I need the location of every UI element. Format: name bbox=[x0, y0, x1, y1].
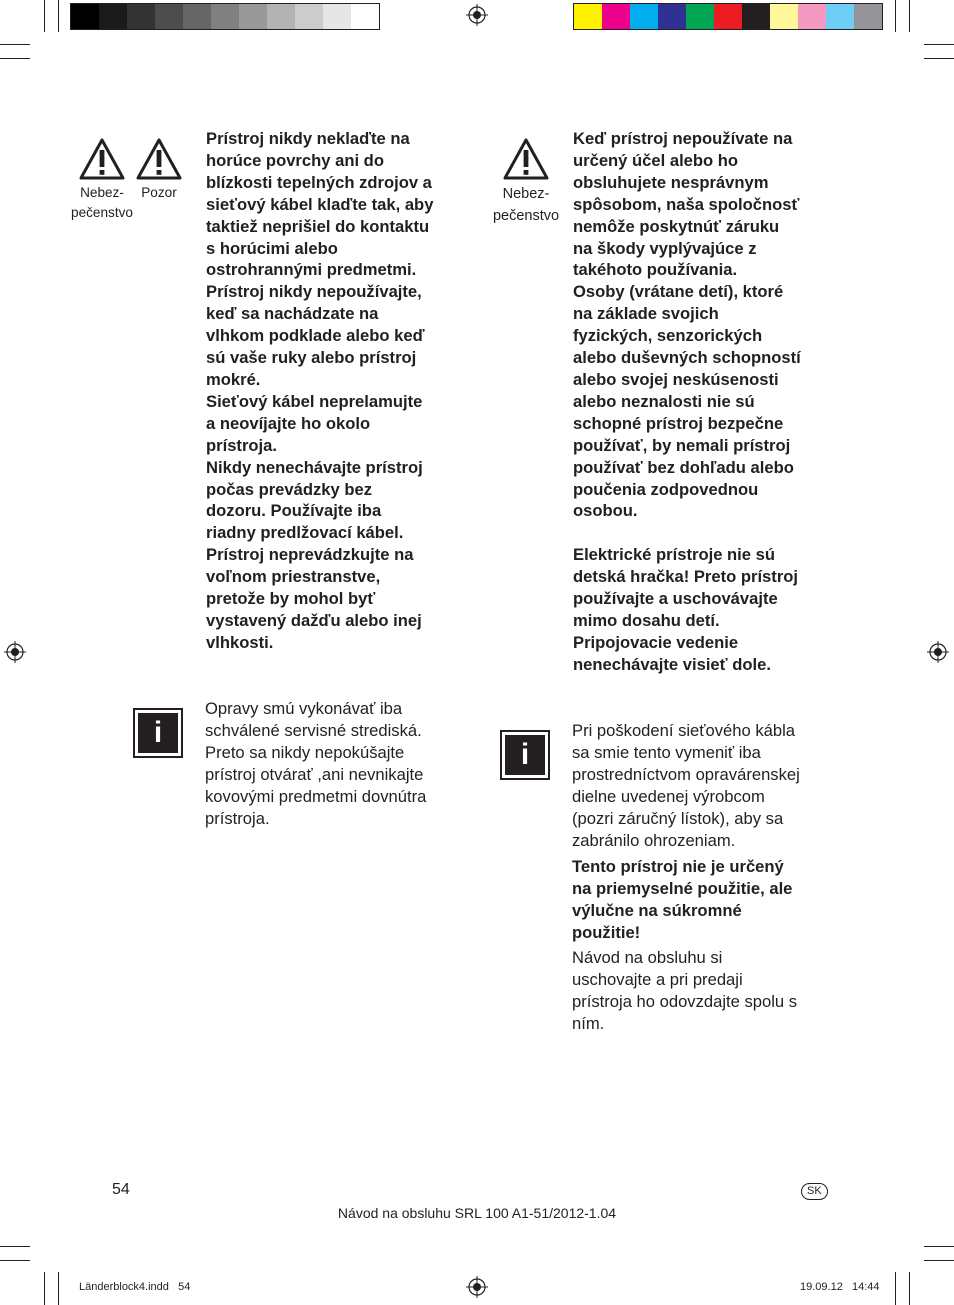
text-line: Sieťový kábel neprelamujte bbox=[206, 391, 423, 411]
color-swatch bbox=[267, 4, 295, 29]
color-swatch bbox=[630, 4, 658, 29]
text-line: poučenia zodpovednou bbox=[573, 479, 759, 499]
text-line: detská hračka! Preto prístroj bbox=[573, 566, 799, 586]
text-line: osobou. bbox=[573, 501, 638, 521]
info-letter: i bbox=[505, 735, 545, 775]
text-line: dielne uvedenej výrobcom bbox=[572, 787, 765, 806]
text-line: alebo duševných schopností bbox=[573, 348, 801, 368]
danger-caption bbox=[482, 183, 570, 227]
text-line: zabránilo ohrozeniam. bbox=[572, 831, 736, 850]
text-line: alebo svojej neskúsenosti bbox=[573, 369, 779, 389]
text-line: pretože by mohol byť bbox=[206, 589, 376, 609]
warning-triangle-icon bbox=[502, 137, 550, 181]
right-info-text bbox=[572, 720, 832, 852]
text-line: spôsobom, naša spoločnosť bbox=[573, 194, 800, 214]
left-info-text bbox=[205, 698, 455, 830]
crop-mark bbox=[909, 0, 910, 32]
registration-mark-icon bbox=[466, 4, 488, 26]
color-swatch bbox=[770, 4, 798, 29]
color-swatch bbox=[798, 4, 826, 29]
text-line: Preto sa nikdy nepokúšajte bbox=[205, 743, 405, 762]
text-line: riadny predlžovací kábel. bbox=[206, 523, 404, 543]
text-line: nenechávajte visieť dole. bbox=[573, 654, 771, 674]
text-line: Osoby (vrátane detí), ktoré bbox=[573, 282, 784, 302]
text-line: počas prevádzky bez bbox=[206, 479, 373, 499]
text-line: Opravy smú vykonávať iba bbox=[205, 699, 403, 718]
color-swatch bbox=[574, 4, 602, 29]
text-line: použitie! bbox=[572, 922, 641, 942]
registration-mark-icon bbox=[466, 1276, 488, 1298]
text-line: Prístroj nikdy nepoužívajte, bbox=[206, 282, 422, 302]
info-letter: i bbox=[138, 713, 178, 753]
caution-caption: Pozor bbox=[141, 185, 177, 200]
text-line: na priemyselné použitie, ale bbox=[572, 878, 793, 898]
text-line: ním. bbox=[572, 1014, 605, 1033]
caption-line: Nebez- bbox=[502, 186, 550, 202]
text-line: na základe svojich bbox=[573, 304, 719, 324]
language-badge: SK bbox=[801, 1183, 828, 1200]
crop-mark bbox=[909, 1272, 910, 1305]
left-warning-text bbox=[206, 128, 456, 654]
crop-mark bbox=[924, 58, 954, 59]
caption-line: pečenstvo bbox=[492, 208, 560, 224]
warning-triangle-icon bbox=[78, 137, 126, 181]
text-line: nemôže poskytnúť záruku bbox=[573, 216, 780, 236]
right-info-bold bbox=[572, 856, 832, 944]
text-line: horúce povrchy ani do bbox=[206, 150, 384, 170]
text-line: sú vaše ruky alebo prístroj bbox=[206, 348, 417, 368]
crop-mark bbox=[58, 1272, 59, 1305]
color-swatch bbox=[351, 4, 379, 29]
color-swatch bbox=[854, 4, 882, 29]
text-line: taktiež neprišiel do kontaktu bbox=[206, 216, 430, 236]
slug-date: 19.09.12 14:44 bbox=[800, 1281, 880, 1293]
crop-mark bbox=[0, 1246, 30, 1247]
text-line: používať bez dohľadu alebo bbox=[573, 457, 794, 477]
text-line: prístroja. bbox=[206, 435, 278, 455]
crop-mark bbox=[58, 0, 59, 32]
text-line: uschovajte a pri predaji bbox=[572, 970, 743, 989]
text-line: výlučne na súkromné bbox=[572, 900, 742, 920]
registration-mark-icon bbox=[927, 641, 949, 663]
text-line: Pripojovacie vedenie bbox=[573, 632, 739, 652]
crop-mark bbox=[924, 44, 954, 45]
color-swatch bbox=[686, 4, 714, 29]
color-swatch bbox=[127, 4, 155, 29]
text-line: Tento prístroj nie je určený bbox=[572, 857, 784, 876]
text-line: s horúcimi alebo bbox=[206, 238, 338, 258]
crop-mark bbox=[0, 58, 30, 59]
text-line: sieťový kábel klaďte tak, aby bbox=[206, 194, 434, 214]
color-swatch bbox=[211, 4, 239, 29]
grayscale-calibration-bar bbox=[70, 3, 380, 30]
text-line: schopné prístroj bezpečne bbox=[573, 413, 784, 433]
text-line: Elektrické prístroje nie sú bbox=[573, 545, 775, 564]
text-line: blízkosti tepelných zdrojov a bbox=[206, 172, 432, 192]
text-line: vystavený dažďu alebo inej bbox=[206, 610, 422, 630]
text-line: Keď prístroj nepoužívate na bbox=[573, 129, 793, 148]
danger-caption bbox=[62, 183, 142, 223]
color-swatch bbox=[155, 4, 183, 29]
page-number: 54 bbox=[112, 1181, 130, 1198]
color-swatch bbox=[714, 4, 742, 29]
color-swatch bbox=[71, 4, 99, 29]
color-swatch bbox=[658, 4, 686, 29]
text-line: prostredníctvom opravárenskej bbox=[572, 765, 800, 784]
text-line: prístroja ho odovzdajte spolu s bbox=[572, 992, 798, 1011]
color-swatch bbox=[183, 4, 211, 29]
color-swatch bbox=[239, 4, 267, 29]
color-swatch bbox=[826, 4, 854, 29]
warning-triangle-icon bbox=[135, 137, 183, 181]
text-line: určený účel alebo ho bbox=[573, 150, 739, 170]
text-line: Prístroj neprevádzkujte na bbox=[206, 545, 414, 565]
color-calibration-bar bbox=[573, 3, 883, 30]
text-line: na škody vyplývajúce z bbox=[573, 238, 757, 258]
color-swatch bbox=[742, 4, 770, 29]
right-warning-text bbox=[573, 128, 828, 522]
text-line: používajte a uschovávajte bbox=[573, 588, 778, 608]
text-line: Nikdy nenechávajte prístroj bbox=[206, 457, 423, 477]
info-icon bbox=[133, 708, 183, 758]
text-line: keď sa nachádzate na bbox=[206, 304, 379, 324]
crop-mark bbox=[44, 1272, 45, 1305]
text-line: používať, by nemali prístroj bbox=[573, 435, 791, 455]
right-info-text-2 bbox=[572, 947, 832, 1035]
color-swatch bbox=[295, 4, 323, 29]
text-line: dozoru. Používajte iba bbox=[206, 501, 382, 521]
slug-filename: Länderblock4.indd 54 bbox=[79, 1281, 191, 1293]
text-line: vlhkosti. bbox=[206, 632, 274, 652]
crop-mark bbox=[924, 1246, 954, 1247]
text-line: mimo dosahu detí. bbox=[573, 610, 720, 630]
text-line: Pri poškodení sieťového kábla bbox=[572, 721, 796, 740]
crop-mark bbox=[895, 1272, 896, 1305]
crop-mark bbox=[924, 1260, 954, 1261]
manual-reference: Návod na obsluhu SRL 100 A1-51/2012-1.04 bbox=[337, 1205, 617, 1221]
text-line: prístroja. bbox=[205, 809, 270, 828]
text-line: obsluhujete nesprávnym bbox=[573, 172, 769, 192]
text-line: vlhkom podklade alebo keď bbox=[206, 326, 425, 346]
text-line: alebo neznalosti nie sú bbox=[573, 391, 755, 411]
color-swatch bbox=[323, 4, 351, 29]
text-line: Prístroj nikdy neklaďte na bbox=[206, 129, 410, 148]
color-swatch bbox=[602, 4, 630, 29]
crop-mark bbox=[44, 0, 45, 32]
color-swatch bbox=[99, 4, 127, 29]
caption-line: Nebez- bbox=[80, 185, 124, 200]
text-line: (pozri záručný lístok), aby sa bbox=[572, 809, 784, 828]
crop-mark bbox=[895, 0, 896, 32]
text-line: prístroj otvárať ,ani nevnikajte bbox=[205, 765, 424, 784]
text-line: voľnom priestranstve, bbox=[206, 567, 381, 587]
text-line: a neovíjajte ho okolo bbox=[206, 413, 371, 433]
text-line: sa smie tento vymeniť iba bbox=[572, 743, 761, 762]
registration-mark-icon bbox=[4, 641, 26, 663]
text-line: Návod na obsluhu si bbox=[572, 948, 723, 967]
text-line: kovovými predmetmi dovnútra bbox=[205, 787, 427, 806]
right-warning-text-2 bbox=[573, 544, 828, 675]
text-line: mokré. bbox=[206, 369, 261, 389]
caption-line: pečenstvo bbox=[71, 205, 133, 220]
text-line: fyzických, senzorických bbox=[573, 326, 763, 346]
text-line: takéhoto používania. bbox=[573, 260, 738, 280]
info-icon bbox=[500, 730, 550, 780]
text-line: ostrohrannými predmetmi. bbox=[206, 260, 417, 280]
text-line: schválené servisné strediská. bbox=[205, 721, 422, 740]
crop-mark bbox=[0, 1260, 30, 1261]
crop-mark bbox=[0, 44, 30, 45]
